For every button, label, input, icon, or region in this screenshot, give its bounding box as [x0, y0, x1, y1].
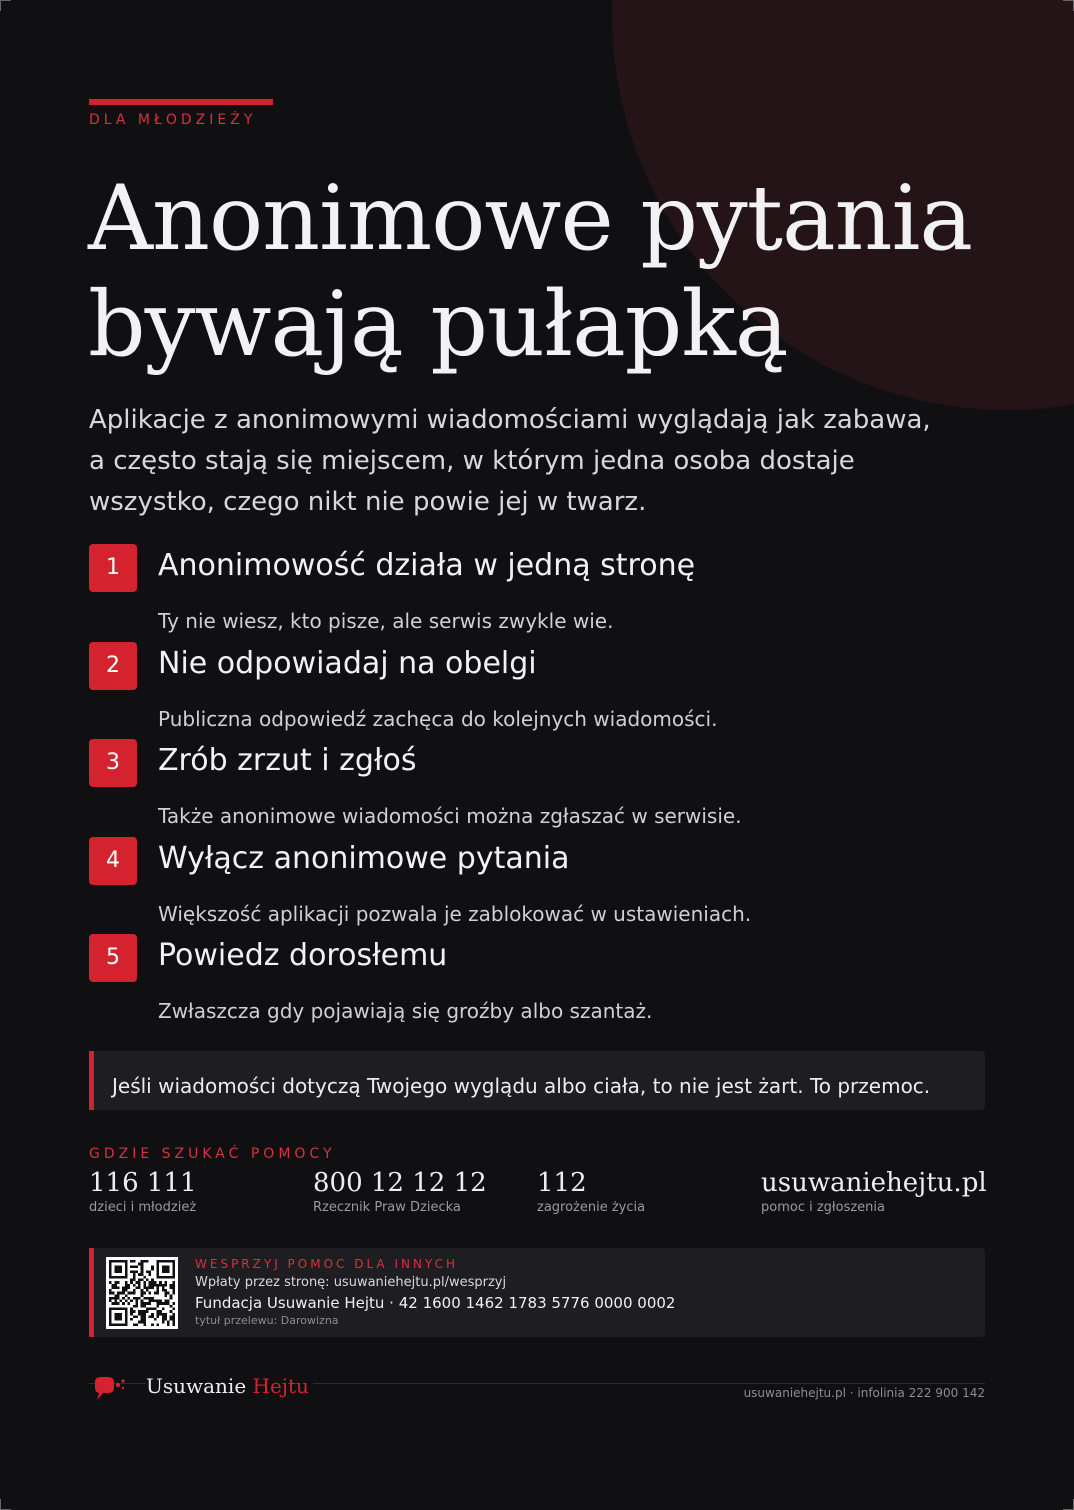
- crop-mark: [1063, 0, 1074, 11]
- callout-text: Jeśli wiadomości dotyczą Twojego wyglądu albo ciała, to nie jest żart. To przemoc.: [112, 1074, 931, 1098]
- speech-bubble-icon: [93, 1376, 127, 1402]
- contact-label: zagrożenie życia: [537, 1200, 646, 1215]
- crop-mark: [1063, 1499, 1074, 1510]
- step-number: 1: [89, 544, 137, 592]
- step-description: Większość aplikacji pozwala je zablokować w ustawieniach.: [158, 901, 752, 926]
- contact-label: pomoc i zgłoszenia: [761, 1200, 885, 1215]
- step-item: [89, 739, 989, 837]
- title-line-2: bywają pułapką: [88, 272, 788, 377]
- eyebrow-label: DLA MŁODZIEŻY: [89, 112, 257, 128]
- contact-item: [89, 1168, 197, 1215]
- contact-item: [313, 1168, 487, 1215]
- eyebrow-bar: [89, 99, 273, 105]
- contact-label: dzieci i młodzież: [89, 1200, 197, 1215]
- step-description: Publiczna odpowiedź zachęca do kolejnych wiadomości.: [158, 706, 718, 731]
- support-panel: [89, 1248, 985, 1337]
- step-item: [89, 642, 989, 740]
- help-section-title: GDZIE SZUKAĆ POMOCY: [89, 1146, 336, 1162]
- contact-item: [761, 1168, 987, 1215]
- support-donation-link[interactable]: Wpłaty przez stronę: usuwaniehejtu.pl/wesprzyj: [195, 1275, 507, 1290]
- step-description: Także anonimowe wiadomości można zgłaszać w serwisie.: [158, 804, 742, 828]
- step-item: [89, 544, 989, 642]
- transfer-title: tytuł przelewu: Darowizna: [195, 1314, 339, 1327]
- page-title: [88, 166, 1048, 378]
- contact-number[interactable]: 800 12 12 12: [313, 1168, 487, 1198]
- contact-website-link[interactable]: usuwaniehejtu.pl: [761, 1168, 987, 1198]
- steps-list: [89, 544, 989, 1032]
- step-item: [89, 837, 989, 935]
- contact-number[interactable]: 112: [537, 1168, 587, 1198]
- qr-code-icon[interactable]: [106, 1257, 178, 1329]
- step-number: 2: [89, 642, 137, 690]
- step-number: 5: [89, 934, 137, 982]
- step-description: Ty nie wiesz, kto pisze, ale serwis zwykle wie.: [158, 609, 614, 633]
- step-description: Zwłaszcza gdy pojawiają się groźby albo szantaż.: [158, 999, 653, 1023]
- step-number: 4: [89, 837, 137, 885]
- step-title: Wyłącz anonimowe pytania: [158, 840, 570, 876]
- footer-meta: usuwaniehejtu.pl · infolinia 222 900 142: [743, 1386, 985, 1400]
- crop-mark: [0, 1499, 11, 1510]
- crop-mark: [0, 0, 11, 11]
- logo-accent: Hejtu: [252, 1374, 309, 1398]
- step-title: Nie odpowiadaj na obelgi: [158, 645, 537, 681]
- step-item: [89, 934, 989, 1032]
- step-title: Zrób zrzut i zgłoś: [158, 743, 417, 778]
- lead-paragraph: Aplikacje z anonimowymi wiadomościami wyglądają jak zabawa, a często stają się miejscem, w którym jedna osoba dostaje wszystko, czego nikt nie powie jej w twarz.: [89, 405, 931, 517]
- logo-wordmark: [146, 1374, 313, 1398]
- warning-callout: [89, 1051, 985, 1110]
- step-title: Anonimowość działa w jedną stronę: [158, 548, 696, 583]
- title-line-1: Anonimowe pytania: [88, 166, 973, 271]
- step-title: Powiedz dorosłemu: [158, 938, 448, 973]
- support-title: WESPRZYJ POMOC DLA INNYCH: [195, 1257, 459, 1271]
- contact-item: [537, 1168, 645, 1215]
- step-number: 3: [89, 739, 137, 787]
- logo-main: Usuwanie: [146, 1374, 253, 1398]
- contact-number[interactable]: 116 111: [89, 1168, 197, 1198]
- bank-account-info: Fundacja Usuwanie Hejtu · 42 1600 1462 1783 5776 0000 0002: [195, 1294, 676, 1312]
- contact-label: Rzecznik Praw Dziecka: [313, 1200, 461, 1215]
